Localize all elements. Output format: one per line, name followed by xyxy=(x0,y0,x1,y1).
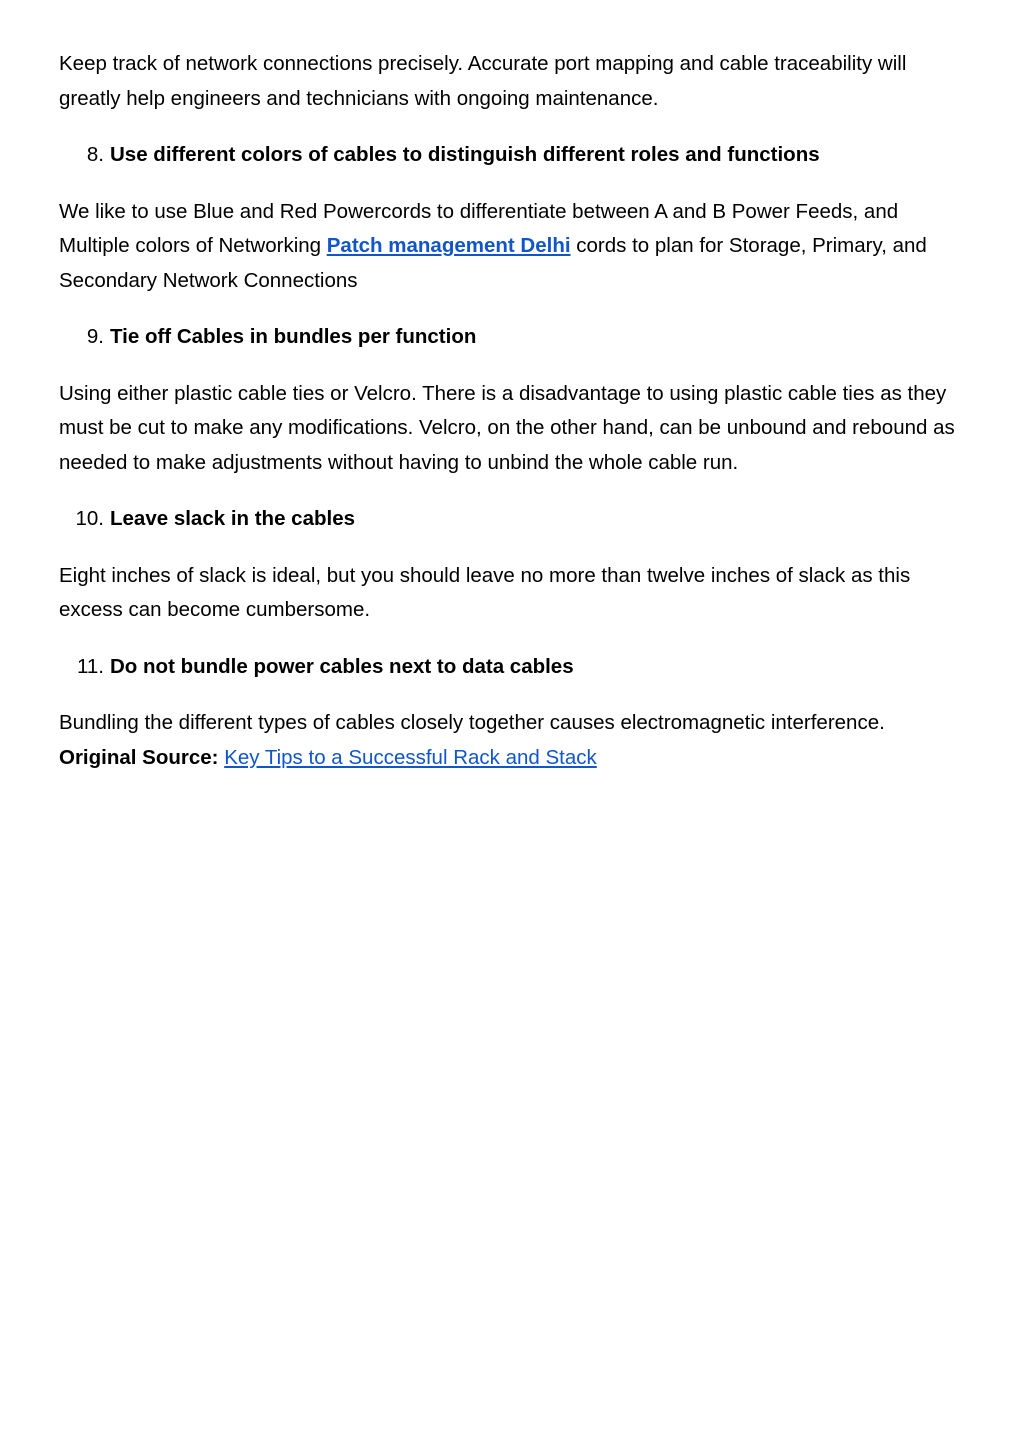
list-number: 9. xyxy=(86,325,104,348)
list-item-10 xyxy=(59,502,971,537)
paragraph-cable-colors xyxy=(59,195,971,299)
paragraph-text: We like to use Blue and Red Powercords to differentiate between A and B Power Feeds, and Multiple colors of Networking xyxy=(59,199,899,257)
list-item-11 xyxy=(59,650,971,685)
patch-management-link[interactable]: Patch management Delhi xyxy=(326,234,571,257)
original-source-label: Original Source: xyxy=(59,745,219,769)
paragraph-slack: Eight inches of slack is ideal, but you should leave no more than twelve inches of slack as this excess can become cumbersome. xyxy=(59,563,911,621)
list-number: 10. xyxy=(75,507,104,530)
original-source-line xyxy=(59,741,971,776)
list-item-title: Do not bundle power cables next to data cables xyxy=(110,654,574,678)
list-item-8 xyxy=(59,138,971,173)
list-item-title: Use different colors of cables to distinguish different roles and functions xyxy=(110,143,820,166)
paragraph-interference: Bundling the different types of cables closely together causes electromagnetic interference. xyxy=(59,711,885,734)
document-page xyxy=(59,47,971,775)
list-item-title: Leave slack in the cables xyxy=(110,507,355,530)
list-item-9 xyxy=(59,320,971,355)
list-number: 8. xyxy=(86,143,104,166)
paragraph-network-connections: Keep track of network connections precisely. Accurate port mapping and cable traceability will greatly help engineers and technicians with ongoing maintenance. xyxy=(59,52,907,110)
original-source-link[interactable]: Key Tips to a Successful Rack and Stack xyxy=(224,745,597,769)
paragraph-text: cords to plan for Storage, Primary, and Secondary Network Connections xyxy=(59,234,927,292)
paragraph-cable-ties: Using either plastic cable ties or Velcro. There is a disadvantage to using plastic cable ties as they must be cut to make any modifications. Velcro, on the other hand, can be unbound and rebound as needed to make adjustments without having to unbind the whole cable run. xyxy=(59,381,955,474)
list-number: 11. xyxy=(77,654,104,678)
list-item-title: Tie off Cables in bundles per function xyxy=(110,325,477,348)
